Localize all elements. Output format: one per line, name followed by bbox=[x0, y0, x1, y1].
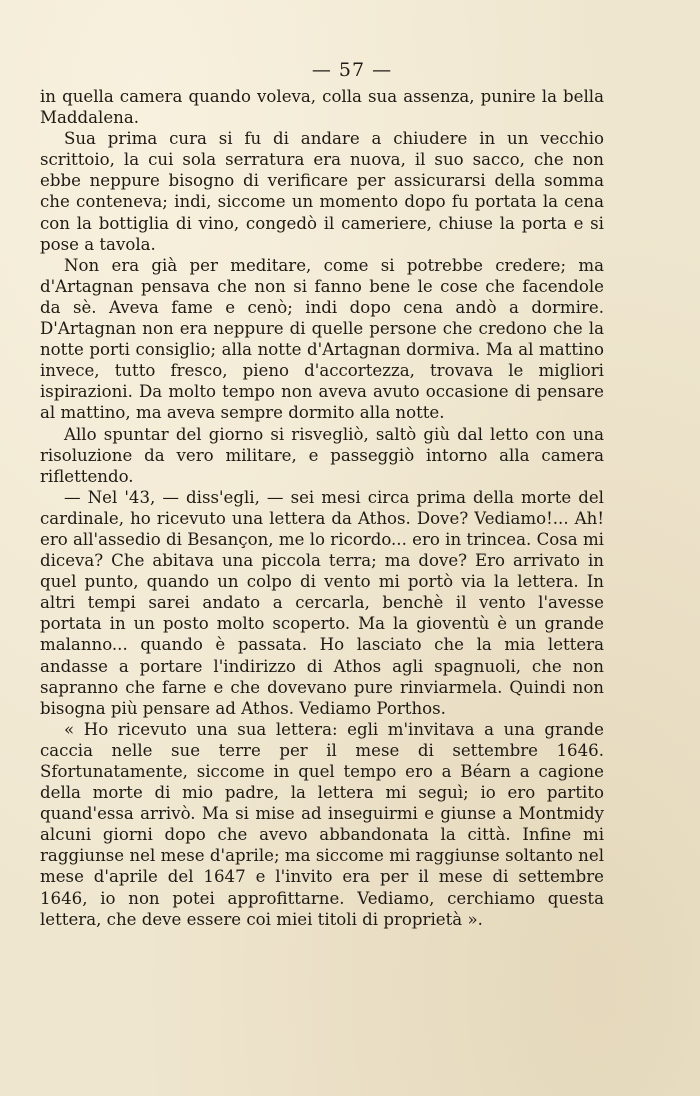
paragraph: « Ho ricevuto una sua lettera: egli m'invitava a una grande caccia nelle sue terre per il mese di settembre 1646. Sfortunatamente, siccome in quel tempo ero a Béarn a cagione della morte di mio padre, la lettera mi seguì; io ero partito quand'essa arrivò. Ma si mise ad inseguirmi e giunse a Montmidy alcuni giorni dopo che avevo abbandonata la città. Infine mi raggiunse nel mese d'aprile; ma siccome mi raggiunse soltanto nel mese d'aprile del 1647 e l'invito era per il mese di settembre 1646, io non potei approfittarne. Vediamo, cerchiamo questa lettera, che deve essere coi miei titoli di proprietà ». bbox=[40, 719, 604, 929]
paragraph: Sua prima cura si fu di andare a chiudere in un vecchio scrittoio, la cui sola serratura era nuova, il suo sacco, che non ebbe neppure bisogno di verificare per assicurarsi della somma che conteneva; indi, siccome un momento dopo fu portata la cena con la bottiglia di vino, congedò il cameriere, chiuse la porta e si pose a tavola. bbox=[40, 129, 604, 254]
page-number: — 57 — bbox=[311, 59, 393, 81]
paragraph: in quella camera quando voleva, colla sua assenza, punire la bella Maddalena. bbox=[40, 87, 604, 128]
body-text bbox=[40, 86, 604, 930]
paragraph: Allo spuntar del giorno si risvegliò, saltò giù dal letto con una risoluzione da vero militare, e passeggiò intorno alla camera riflettendo. bbox=[40, 424, 604, 486]
paragraph: Non era già per meditare, come si potrebbe credere; ma d'Artagnan pensava che non si fanno bene le cose che facendole da sè. Aveva fame e cenò; indi dopo cena andò a dormire. D'Artagnan non era neppure di quelle persone che credono che la notte porti consiglio; alla notte d'Artagnan dormiva. Ma al mattino invece, tutto fresco, pieno d'accortezza, trovava le migliori ispirazioni. Da molto tempo non aveva avuto occasione di pensare al mattino, ma aveva sempre dormito alla notte. bbox=[40, 255, 604, 423]
paragraph: — Nel '43, — diss'egli, — sei mesi circa prima della morte del cardinale, ho ricevuto una lettera da Athos. Dove? Vediamo!... Ah! ero all'assedio di Besançon, me lo ricordo... ero in trincea. Cosa mi diceva? Che abitava una piccola terra; ma dove? Ero arrivato in quel punto, quando un colpo di vento mi portò via la lettera. In altri tempi sarei andato a cercarla, benchè il vento l'avesse portata in un posto molto scoperto. Ma la gioventù è un grande malanno... quando è passata. Ho lasciato che la mia lettera andasse a portare l'indirizzo di Athos agli spagnuoli, che non sapranno che farne e che dovevano pure rinviarmela. Quindi non bisogna più pensare ad Athos. Vediamo Porthos. bbox=[40, 487, 604, 718]
